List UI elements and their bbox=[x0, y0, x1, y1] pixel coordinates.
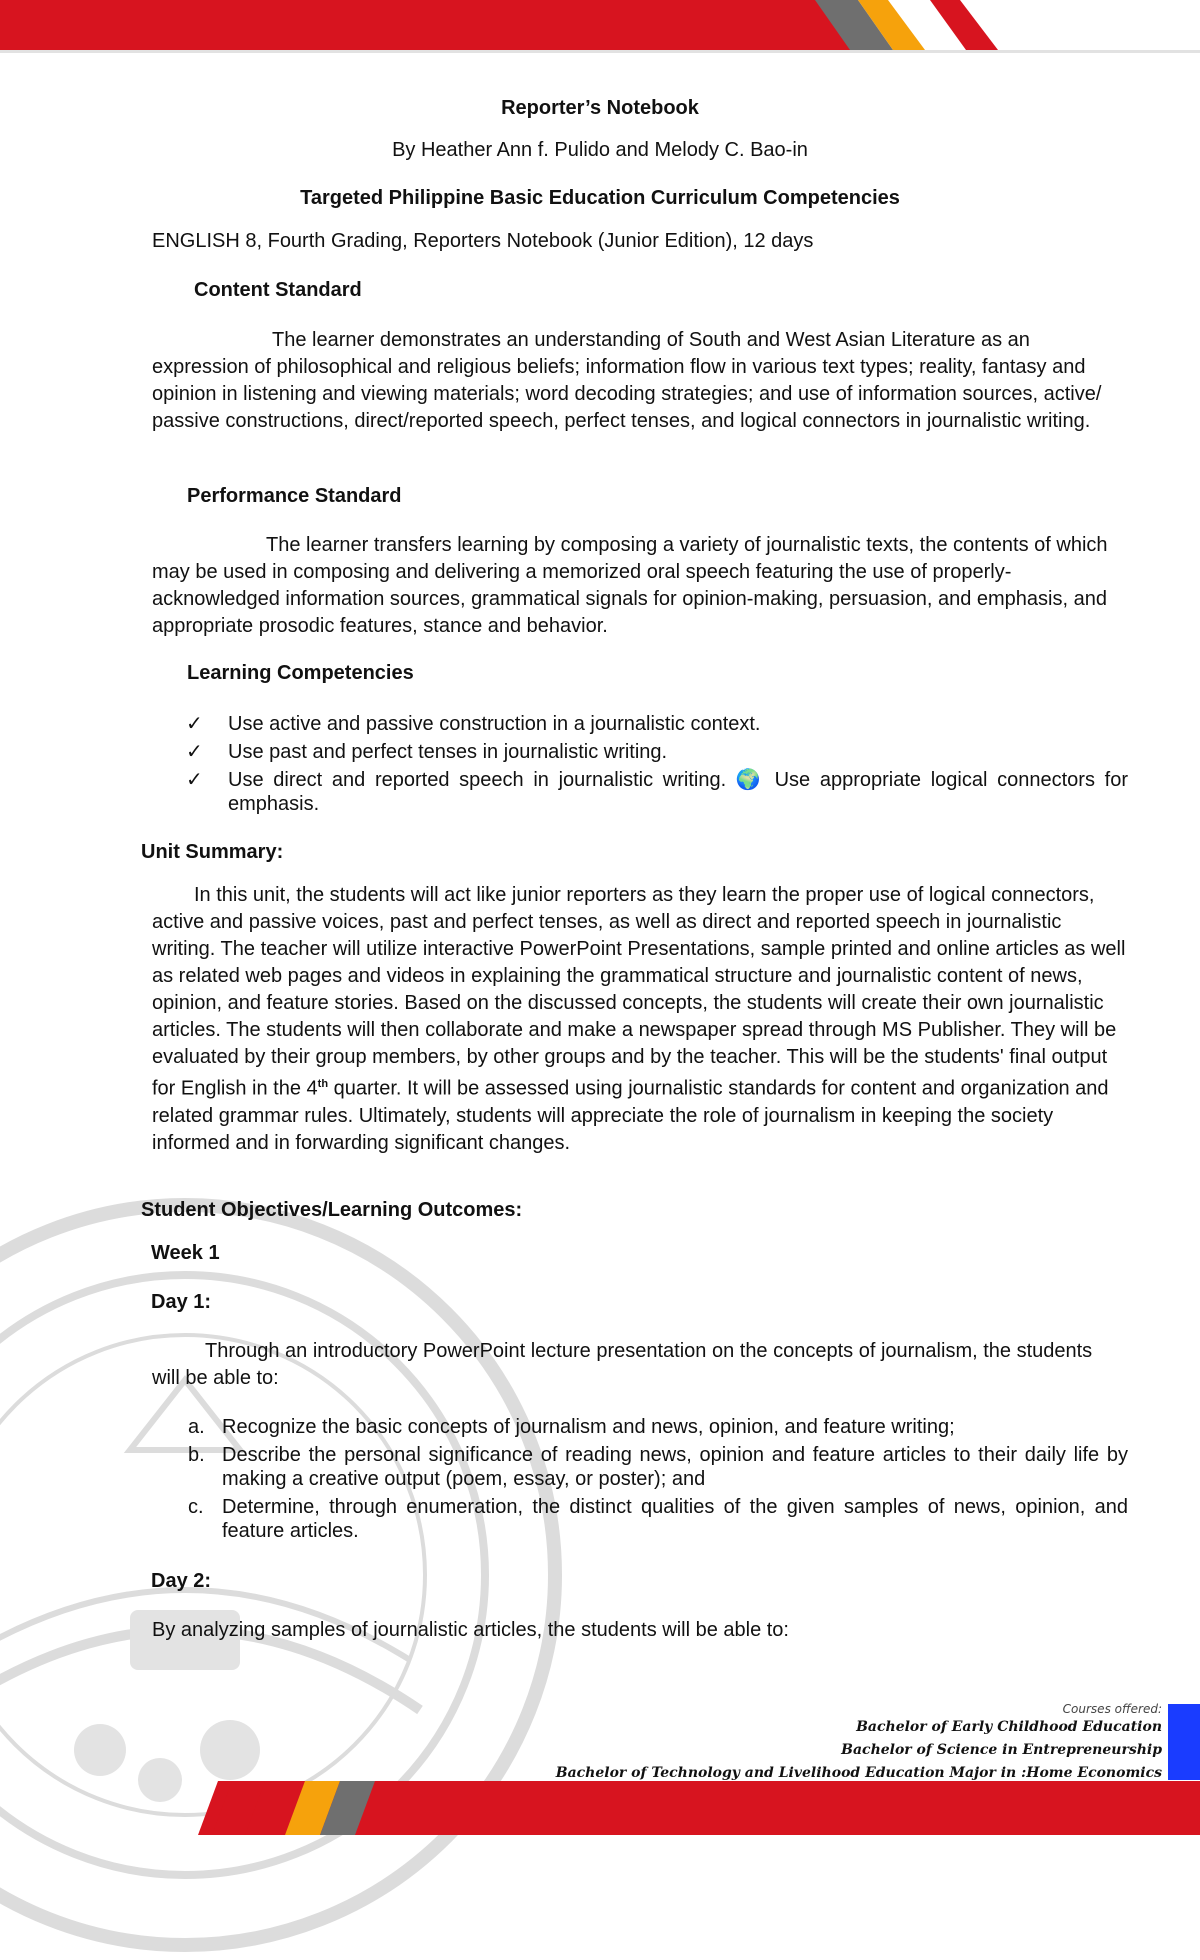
day1-outcomes-list bbox=[188, 1415, 1128, 1543]
list-marker: b. bbox=[188, 1444, 205, 1466]
checkmark-icon: ✓ bbox=[186, 741, 203, 763]
header-band bbox=[0, 0, 1200, 54]
list-item: ✓ Use direct and reported speech in journalistic writing. 🌍 Use appropriate logical connectors for emphasis. bbox=[186, 769, 1128, 815]
course-item: Bachelor of Science in Entrepreneurship bbox=[841, 1742, 1162, 1758]
blue-side-tab bbox=[1168, 1704, 1200, 1780]
course-item: Bachelor of Technology and Livelihood Education Major in :Home Economics bbox=[555, 1765, 1162, 1781]
course-item: Bachelor of Early Childhood Education bbox=[856, 1719, 1162, 1735]
week-label: Week 1 bbox=[151, 1242, 220, 1264]
list-marker: a. bbox=[188, 1416, 205, 1438]
targeted-heading: Targeted Philippine Basic Education Curriculum Competencies bbox=[300, 187, 900, 209]
checkmark-icon: ✓ bbox=[186, 713, 203, 735]
objectives-heading: Student Objectives/Learning Outcomes: bbox=[141, 1199, 523, 1221]
footer-band bbox=[0, 1781, 1200, 1835]
ordinal-suffix: th bbox=[317, 1078, 329, 1090]
checkmark-icon: ✓ bbox=[186, 769, 203, 791]
list-item: ✓ Use past and perfect tenses in journalistic writing. bbox=[186, 741, 668, 763]
unit-summary-text: In this unit, the students will act like junior reporters as they learn the proper use of logical connectors, active and passive voices, past and perfect tenses, as well as direct and reported speech in journalistic writing. The teacher will utilize interactive PowerPoint Presentations, sample printed and online articles as well as related web pages and videos in explaining the grammatical structure and journalistic content of news, opinion, and feature stories. Based on the discussed concepts, the students will create their own journalistic articles. The students will then collaborate and make a newspaper spread through MS Publisher. They will be evaluated by their group members, by other groups and by the teacher. This will be the students' final output for English in the 4th quarter. It will be assessed using journalistic standards for content and organization and related grammar rules. Ultimately, students will appreciate the role of journalism in keeping the society informed and in forwarding significant changes. bbox=[152, 884, 1126, 1154]
content-standard-heading: Content Standard bbox=[194, 279, 362, 301]
list-item: c. Determine, through enumeration, the distinct qualities of the given samples of news, opinion, and feature articles. bbox=[188, 1496, 1128, 1542]
performance-standard-heading: Performance Standard bbox=[187, 485, 402, 507]
day2-label: Day 2: bbox=[151, 1570, 212, 1592]
content-standard-text: The learner demonstrates an understanding of South and West Asian Literature as an expression of philosophical and religious beliefs; information flow in various text types; reality, fantasy and opinion in listening and viewing materials; word decoding strategies; and use of information sources, active/ passive constructions, direct/reported speech, perfect tenses, and logical connectors in journalistic writing. bbox=[152, 329, 1102, 432]
list-item: ✓ Use active and passive construction in a journalistic context. bbox=[186, 713, 761, 735]
courses-heading: Courses offered: bbox=[1062, 1702, 1162, 1716]
list-marker: c. bbox=[188, 1496, 204, 1518]
competencies-list bbox=[186, 712, 1128, 816]
list-item: a. Recognize the basic concepts of journalism and news, opinion, and feature writing; bbox=[188, 1416, 955, 1438]
learning-competencies-heading: Learning Competencies bbox=[187, 662, 414, 684]
day2-intro: By analyzing samples of journalistic articles, the students will be able to: bbox=[152, 1619, 789, 1641]
unit-summary-heading: Unit Summary: bbox=[141, 841, 284, 863]
byline: By Heather Ann f. Pulido and Melody C. Bao-in bbox=[392, 139, 808, 161]
courses-offered bbox=[556, 1702, 1162, 1785]
list-item: b. Describe the personal significance of reading news, opinion and feature articles to their daily life by making a creative output (poem, essay, or poster); and bbox=[188, 1444, 1128, 1490]
day1-label: Day 1: bbox=[151, 1291, 212, 1313]
course-line: ENGLISH 8, Fourth Grading, Reporters Notebook (Junior Edition), 12 days bbox=[152, 230, 814, 252]
day1-intro: Through an introductory PowerPoint lecture presentation on the concepts of journalism, the students will be able to: bbox=[152, 1340, 1093, 1389]
document-title: Reporter’s Notebook bbox=[501, 97, 699, 119]
watermark-seal bbox=[0, 1190, 570, 1960]
performance-standard-text: The learner transfers learning by composing a variety of journalistic texts, the contents of which may be used in composing and delivering a memorized oral speech featuring the use of properly-acknowledged information sources, grammatical signals for opinion-making, persuasion, and emphasis, and appropriate prosodic features, stance and behavior. bbox=[152, 534, 1108, 637]
